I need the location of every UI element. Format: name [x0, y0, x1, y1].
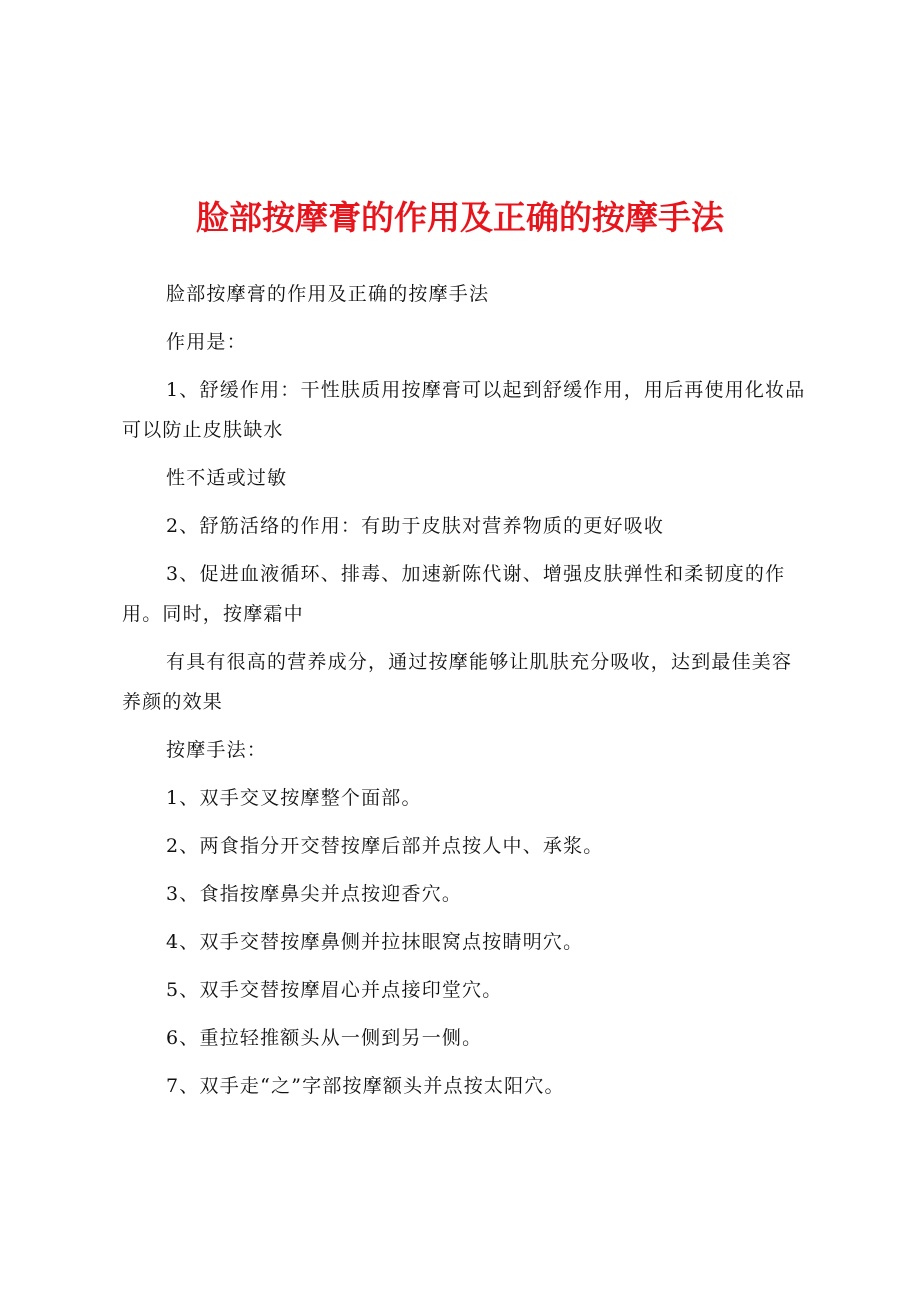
paragraph-effect-3: 3、促进血液循环、排毒、加速新陈代谢、增强皮肤弹性和柔韧度的作用。同时，按摩霜中	[122, 563, 786, 625]
paragraph-technique-2: 2、两食指分开交替按摩后部并点按人中、承浆。	[166, 835, 604, 857]
paragraph-effect-1: 1、舒缓作用：干性肤质用按摩膏可以起到舒缓作用，用后再使用化妆品可以防止皮肤缺水	[122, 379, 806, 441]
paragraph-technique-5: 5、双手交替按摩眉心并点接印堂穴。	[166, 979, 503, 1001]
paragraph-technique-6: 6、重拉轻推额头从一侧到另一侧。	[166, 1027, 483, 1049]
document-title: 脸部按摩膏的作用及正确的按摩手法	[196, 198, 724, 237]
paragraph-effect-2: 2、舒筋活络的作用：有助于皮肤对营养物质的更好吸收	[166, 515, 665, 537]
paragraph-technique-1: 1、双手交叉按摩整个面部。	[166, 787, 422, 809]
paragraph-technique-7: 7、双手走“之”字部按摩额头并点按太阳穴。	[166, 1075, 565, 1097]
document-body	[122, 274, 812, 1114]
paragraph-techniques-heading: 按摩手法：	[166, 739, 268, 761]
paragraph-subtitle: 脸部按摩膏的作用及正确的按摩手法	[166, 283, 490, 305]
paragraph-technique-4: 4、双手交替按摩鼻侧并拉抹眼窝点按睛明穴。	[166, 931, 584, 953]
paragraph-effects-heading: 作用是：	[166, 331, 247, 353]
paragraph-effect-3-cont: 有具有很高的营养成分，通过按摩能够让肌肤充分吸收，达到最佳美容养颜的效果	[122, 651, 793, 713]
paragraph-technique-3: 3、食指按摩鼻尖并点按迎香穴。	[166, 883, 463, 905]
paragraph-effect-1-cont: 性不适或过敏	[166, 467, 288, 489]
